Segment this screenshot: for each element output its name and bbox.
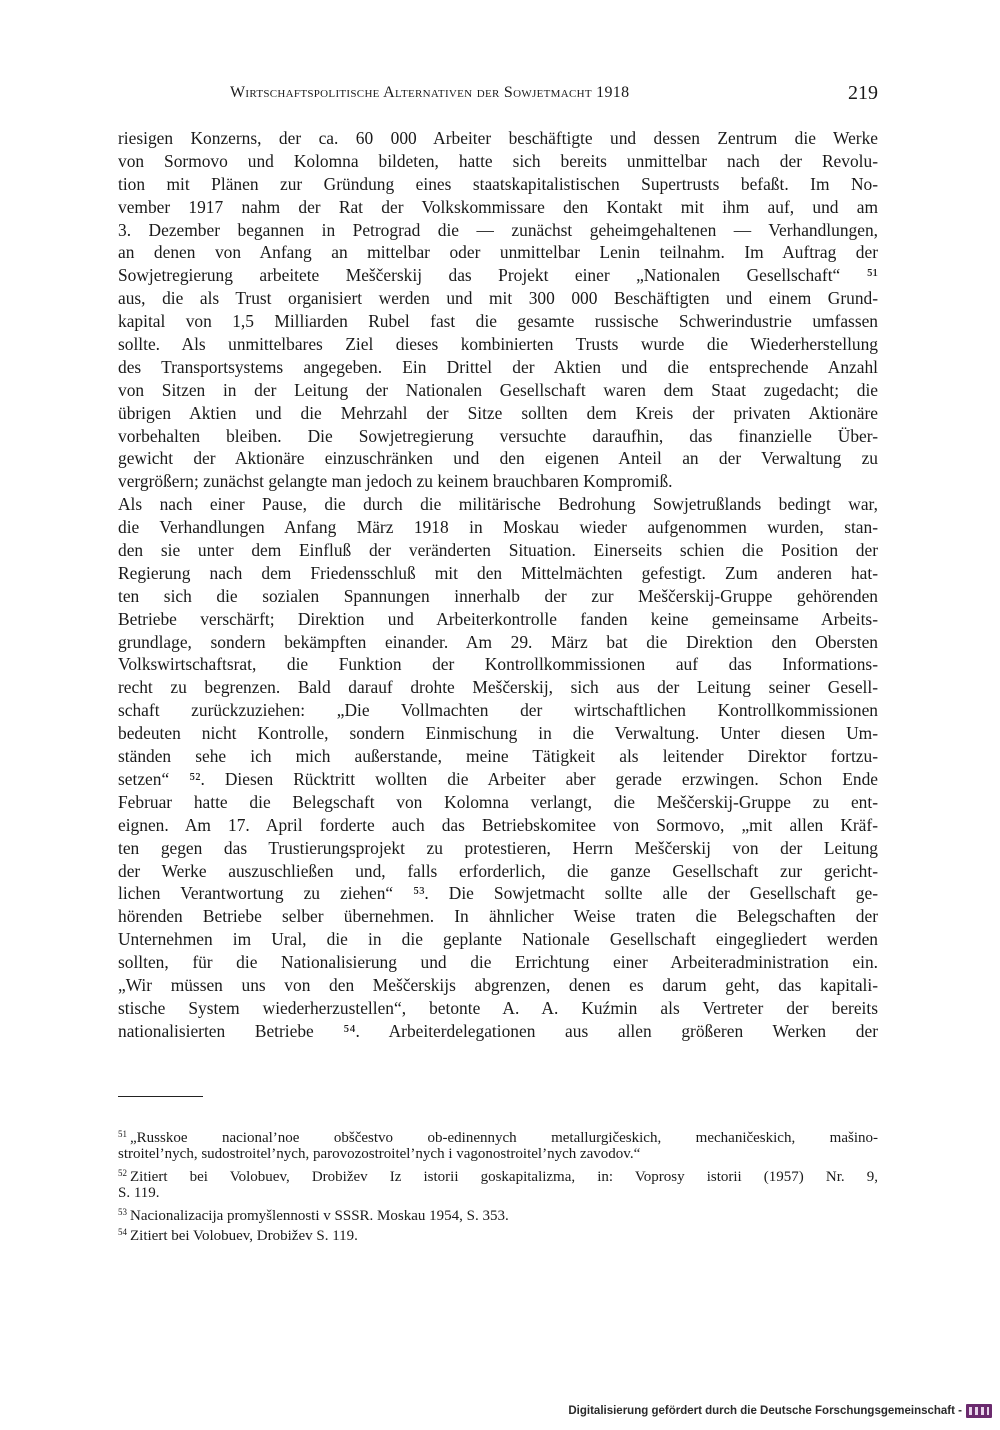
dfg-logo-icon	[966, 1404, 992, 1418]
text-line: eignen. Am 17. April forderte auch das Betriebskomitee von Sormovo, „mit allen Kräf-	[118, 814, 878, 835]
page-header	[118, 82, 878, 112]
text-line: übrigen Aktien und die Mehrzahl der Sitze sollten dem Kreis der privaten Aktionäre	[118, 402, 878, 423]
digitization-credit	[568, 1404, 992, 1418]
text-line: an denen von Anfang an mittelbar oder unmittelbar Lenin teilnahm. Im Auftrag der	[118, 242, 878, 263]
text-line: nationalisierten Betriebe ⁵⁴. Arbeiterdelegationen aus allen größeren Werken der	[118, 1020, 878, 1041]
text-line: Regierung nach dem Friedensschluß mit den Mittelmächten gefestigt. Zum anderen hat-	[118, 562, 878, 583]
text-line: sollten, für die Nationalisierung und die Errichtung einer Arbeiteradministration ein.	[118, 952, 878, 973]
text-line: den sie unter dem Einfluß der veränderten Situation. Einerseits schien die Position der	[118, 540, 878, 561]
text-line: kapital von 1,5 Milliarden Rubel fast die gesamte russische Schwerindustrie umfassen	[118, 311, 878, 332]
text-line: aus, die als Trust organisiert werden und mit 300 000 Beschäftigten und einem Grund-	[118, 288, 878, 309]
footnote-line	[118, 1223, 878, 1243]
text-line: des Transportsystems angegeben. Ein Drittel der Aktien und die entsprechende Anzahl	[118, 356, 878, 377]
footnote-number: 52	[118, 1168, 127, 1178]
text-line: 3. Dezember begannen in Petrograd die — zunächst geheimgehaltenen — Verhandlungen,	[118, 219, 878, 240]
text-line: der Werke auszuschließen und, falls erforderlich, die ganze Gesellschaft zur gericht-	[118, 860, 878, 881]
footnotes	[118, 1125, 878, 1242]
text-line: tion mit Plänen zur Gründung eines staatskapitalistischen Supertrusts befaßt. Im No-	[118, 173, 878, 194]
text-line: recht zu begrenzen. Bald darauf drohte Meščerskij, sich aus der Leitung seiner Gesell-	[118, 677, 878, 698]
text-line: die Verhandlungen Anfang März 1918 in Moskau wieder aufgenommen wurden, stan-	[118, 517, 878, 538]
footnote-text: „Russkoe nacional’noe obščestvo ob-edinennych metallurgičeskich, mechaničeskich, mašino-	[130, 1130, 878, 1146]
text-line: Februar hatte die Belegschaft von Kolomna verlangt, die Meščerskij-Gruppe zu ent-	[118, 791, 878, 812]
footnote-text: Zitiert bei Volobuev, Drobižev Iz istorii goskapitalizma, in: Voprosy istorii (1957) Nr. 9,	[130, 1169, 878, 1185]
footnote-text: S. 119.	[118, 1184, 160, 1201]
text-line: schaft zurückzuziehen: „Die Vollmachten der wirtschaftlichen Kontrollkommissionen	[118, 700, 878, 721]
text-line: von Sormovo und Kolomna bildeten, hatte sich bereits unmittelbar nach der Revolu-	[118, 150, 878, 171]
text-line: ständen sehe ich mich außerstande, meine Tätigkeit als leitender Direktor fortzu-	[118, 746, 878, 767]
footnote-line	[118, 1184, 878, 1204]
text-line: ten gegen das Trustierungsprojekt zu protestieren, Herrn Meščerskij von der Leitung	[118, 837, 878, 858]
footnote-number: 54	[118, 1226, 127, 1237]
text-line: riesigen Konzerns, der ca. 60 000 Arbeiter beschäftigte und dessen Zentrum die Werke	[118, 128, 878, 148]
page-number: 219	[848, 82, 878, 104]
footnote-line	[118, 1164, 878, 1184]
text-line: grundlage, sondern bekämpften einander. Am 29. März bat die Direktion den Obersten	[118, 631, 878, 652]
text-line: vergrößern; zunächst gelangte man jedoch zu keinem brauchbaren Kompromiß.	[118, 471, 673, 492]
text-line: stische System wiederherzustellen“, betonte A. A. Kuźmin als Vertreter der bereits	[118, 997, 878, 1018]
footnote-number: 53	[118, 1207, 127, 1217]
footnote-number: 51	[118, 1129, 127, 1139]
text-line: hörenden Betriebe selber übernehmen. In ähnlicher Weise traten die Belegschaften der	[118, 906, 878, 927]
body-text	[118, 127, 878, 1043]
text-line: von Sitzen in der Leitung der Nationalen Gesellschaft waren dem Staat zugedacht; die	[118, 379, 878, 400]
text-line: vember 1917 nahm der Rat der Volkskommissare den Kontakt mit ihm auf, und am	[118, 196, 878, 217]
text-line: lichen Verantwortung zu ziehen“ ⁵³. Die Sowjetmacht sollte alle der Gesellschaft ge-	[118, 883, 878, 904]
text-line: gewicht der Aktionäre einzuschränken und den eigenen Anteil an der Verwaltung zu	[118, 448, 878, 469]
text-line: sollte. Als unmittelbares Ziel dieses kombinierten Trusts wurde die Wiederherstellung	[118, 334, 878, 355]
text-line: ten sich die sozialen Spannungen innerhalb der zur Meščerskij-Gruppe gehörenden	[118, 585, 878, 606]
footnote-text: stroitel’nych, sudostroitel’nych, parovozostroitel’nych i vagonostroitel’nych zavodov.“	[118, 1145, 641, 1162]
text-line: Volkswirtschaftsrat, die Funktion der Kontrollkommissionen auf das Informations-	[118, 654, 878, 675]
footnote-line	[118, 1145, 878, 1165]
text-line: Betriebe verschärft; Direktion und Arbeiterkontrolle fanden keine gemeinsame Arbeits-	[118, 608, 878, 629]
credit-text: Digitalisierung gefördert durch die Deutsche Forschungsgemeinschaft -	[568, 1405, 962, 1417]
running-head: Wirtschaftspolitische Alternativen der Sowjetmacht 1918	[230, 84, 630, 101]
text-line: bedeuten nicht Kontrolle, sondern Einmischung in die Verwaltung. Unter diesen Um-	[118, 723, 878, 744]
text-line: Unternehmen im Ural, die in die geplante Nationale Gesellschaft eingegliedert werden	[118, 929, 878, 950]
footnote-line	[118, 1203, 878, 1223]
footnote-separator	[118, 1096, 203, 1097]
footnote-text: Nacionalizacija promyšlennosti v SSSR. Moskau 1954, S. 353.	[130, 1208, 509, 1224]
text-line: vorbehalten bleiben. Die Sowjetregierung versuchte daraufhin, das finanzielle Über-	[118, 425, 878, 446]
text-line: „Wir müssen uns von den Meščerskijs abgrenzen, denen es darum geht, das kapitali-	[118, 974, 878, 995]
text-line: Sowjetregierung arbeitete Meščerskij das Projekt einer „Nationalen Gesellschaft“ ⁵¹	[118, 265, 878, 286]
text-line: Als nach einer Pause, die durch die militärische Bedrohung Sowjetrußlands bedingt war,	[118, 494, 878, 515]
footnote-line	[118, 1125, 878, 1145]
text-line: setzen“ ⁵². Diesen Rücktritt wollten die Arbeiter aber gerade erzwingen. Schon Ende	[118, 768, 878, 789]
footnote-text: Zitiert bei Volobuev, Drobižev S. 119.	[130, 1227, 358, 1244]
